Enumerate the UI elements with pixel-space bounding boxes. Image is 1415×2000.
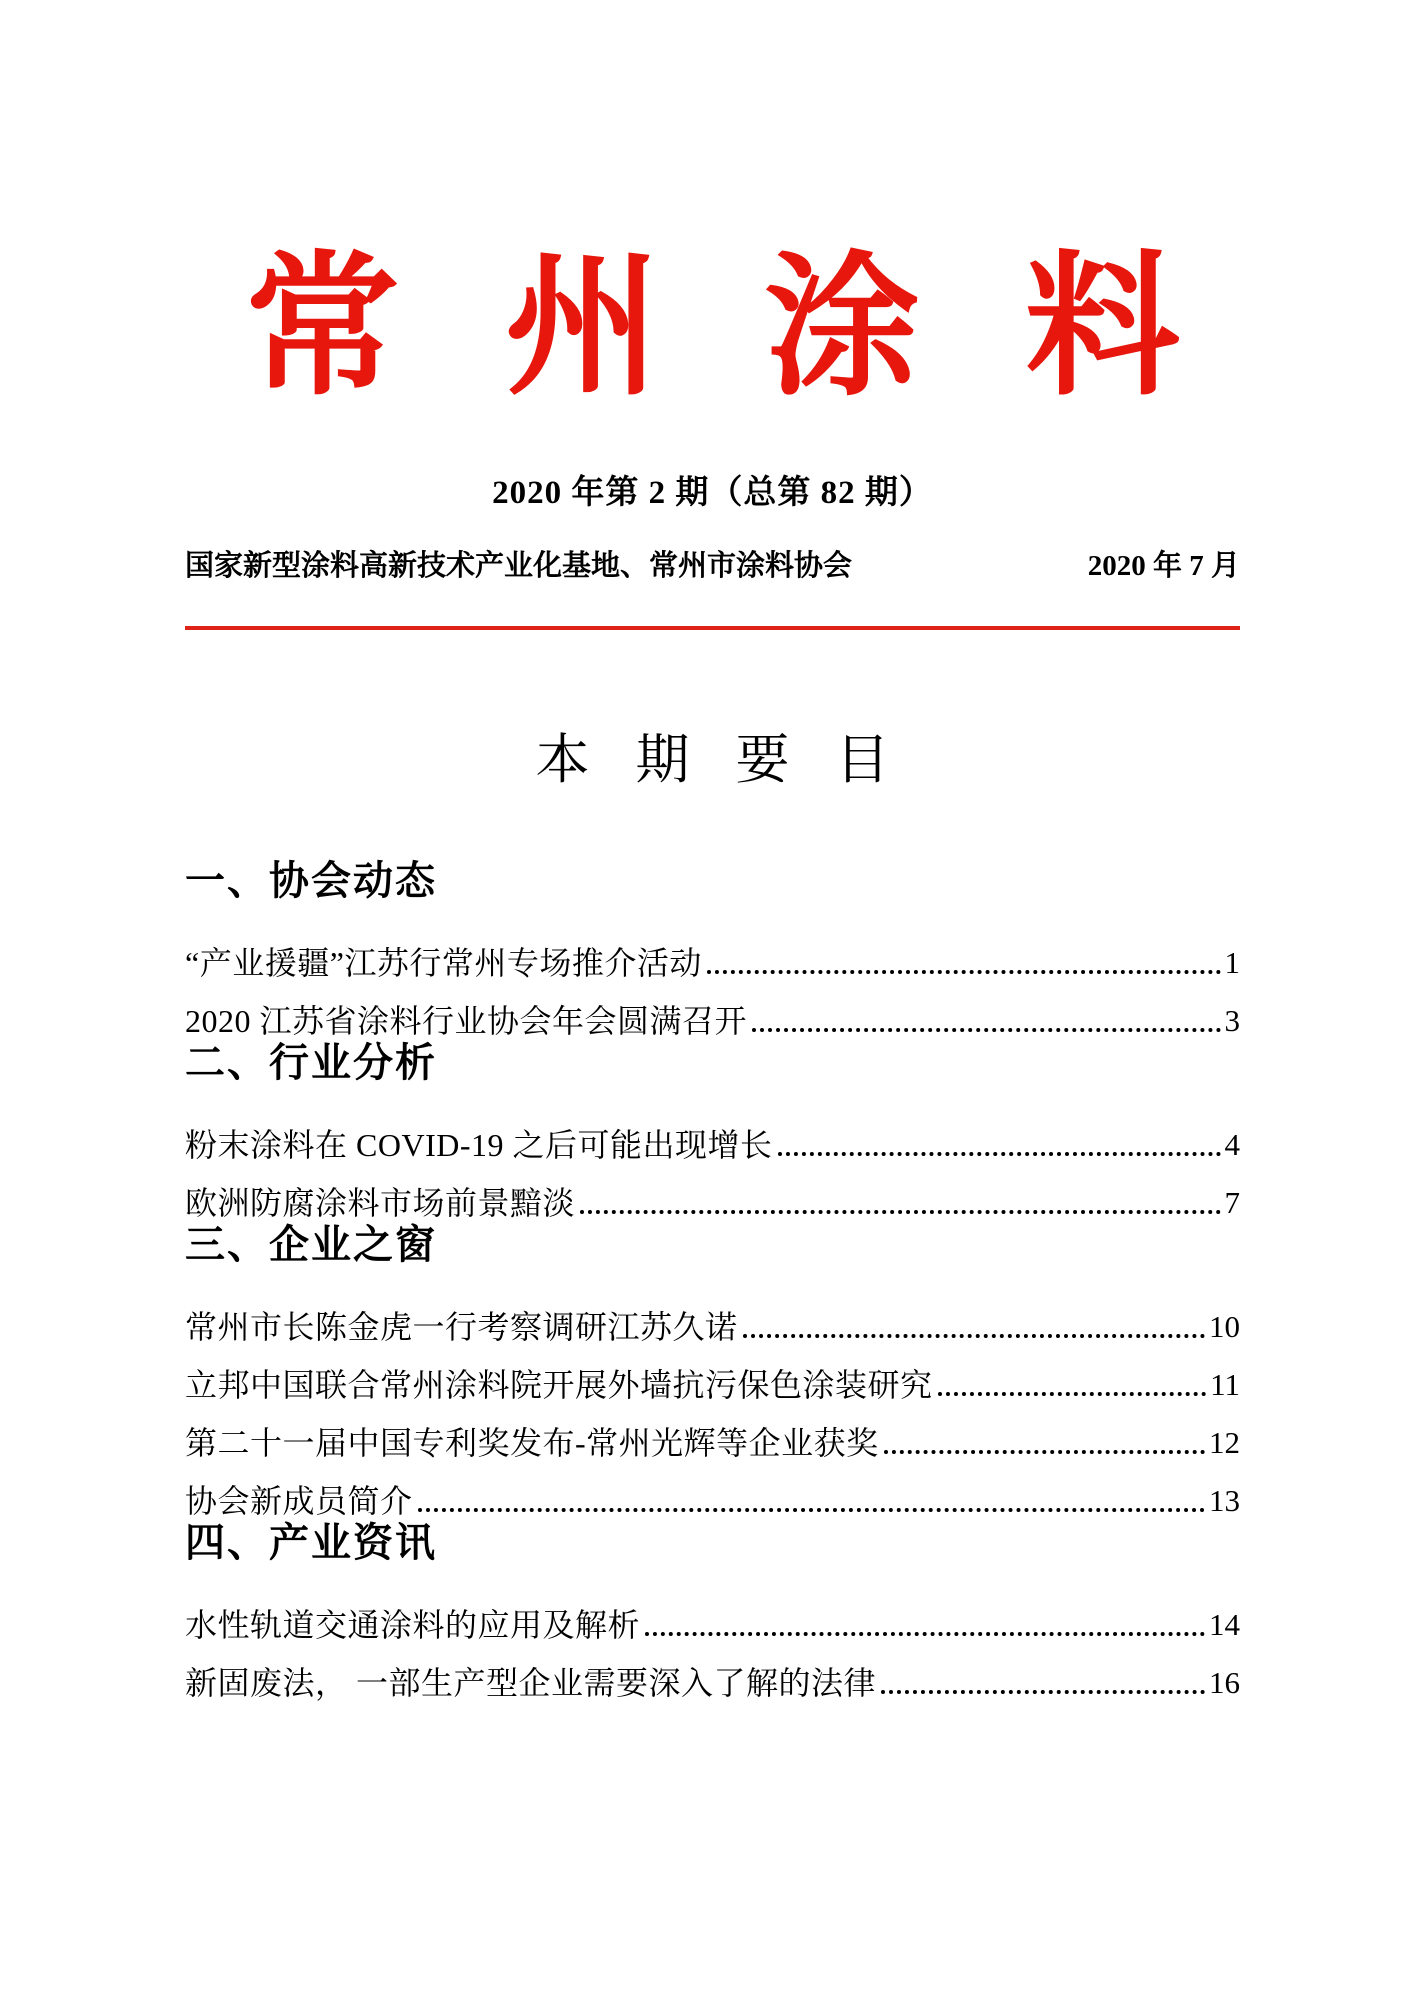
toc-item xyxy=(185,1587,1240,1645)
toc-section-heading: 一、协会动态 xyxy=(185,858,437,903)
journal-title-text: 常州涂料 xyxy=(245,234,1285,417)
toc-page-number: 4 xyxy=(1224,1127,1240,1163)
dot-leader xyxy=(884,1450,1205,1454)
toc-item xyxy=(185,1645,1240,1703)
toc-item-title: 2020 江苏省涂料行业协会年会圆满召开 xyxy=(185,1002,748,1039)
toc-item-title: “产业援疆”江苏行常州专场推介活动 xyxy=(185,944,702,981)
toc-item xyxy=(185,1405,1240,1463)
toc-page-number: 7 xyxy=(1224,1185,1240,1221)
toc-item xyxy=(185,1165,1240,1223)
toc-item-title: 粉末涂料在 COVID-19 之后可能出现增长 xyxy=(185,1126,773,1163)
publisher-name: 国家新型涂料高新技术产业化基地、常州市涂料协会 xyxy=(185,550,853,582)
table-of-contents xyxy=(185,859,1240,1703)
issue-line: 2020 年第 2 期（总第 82 期） xyxy=(492,475,933,511)
dot-leader xyxy=(881,1690,1205,1694)
dot-leader xyxy=(418,1508,1205,1512)
contents-heading xyxy=(185,728,1240,793)
toc-item-title: 协会新成员简介 xyxy=(185,1482,413,1519)
toc-page-number: 13 xyxy=(1209,1483,1240,1519)
toc-page-number: 3 xyxy=(1224,1003,1240,1039)
toc-item xyxy=(185,1347,1240,1405)
dot-leader xyxy=(938,1392,1207,1396)
dot-leader xyxy=(580,1210,1220,1214)
dot-leader xyxy=(752,1028,1220,1032)
contents-heading-text: 本期要目 xyxy=(535,730,936,790)
toc-item-title: 立邦中国联合常州涂料院开展外墙抗污保色涂装研究 xyxy=(185,1366,933,1403)
toc-item-title: 欧洲防腐涂料市场前景黯淡 xyxy=(185,1184,576,1221)
toc-item xyxy=(185,1463,1240,1521)
issue-date: 2020 年 7 月 xyxy=(1087,550,1240,582)
toc-item-title: 常州市长陈金虎一行考察调研江苏久诺 xyxy=(185,1308,738,1345)
red-divider xyxy=(185,626,1240,630)
toc-page-number: 1 xyxy=(1224,945,1240,981)
toc-item xyxy=(185,1289,1240,1347)
dot-leader xyxy=(743,1334,1205,1338)
publisher-row xyxy=(185,543,1240,584)
dot-leader xyxy=(645,1632,1205,1636)
toc-item xyxy=(185,1107,1240,1165)
toc-section-heading: 四、产业资讯 xyxy=(185,1520,437,1565)
toc-item xyxy=(185,983,1240,1041)
toc-page-number: 11 xyxy=(1210,1367,1240,1403)
toc-page-number: 14 xyxy=(1209,1607,1240,1643)
toc-item-title: 第二十一届中国专利奖发布-常州光辉等企业获奖 xyxy=(185,1424,879,1461)
toc-item xyxy=(185,925,1240,983)
dot-leader xyxy=(707,970,1221,974)
dot-leader xyxy=(778,1152,1221,1156)
journal-title xyxy=(185,234,1285,417)
toc-page-number: 10 xyxy=(1209,1309,1240,1345)
toc-page-number: 16 xyxy=(1209,1665,1240,1701)
toc-section-heading: 三、企业之窗 xyxy=(185,1222,437,1267)
toc-section-heading: 二、行业分析 xyxy=(185,1040,437,1085)
toc-item-title: 新固废法， 一部生产型企业需要深入了解的法律 xyxy=(185,1664,877,1701)
toc-page-number: 12 xyxy=(1209,1425,1240,1461)
toc-item-title: 水性轨道交通涂料的应用及解析 xyxy=(185,1606,641,1643)
